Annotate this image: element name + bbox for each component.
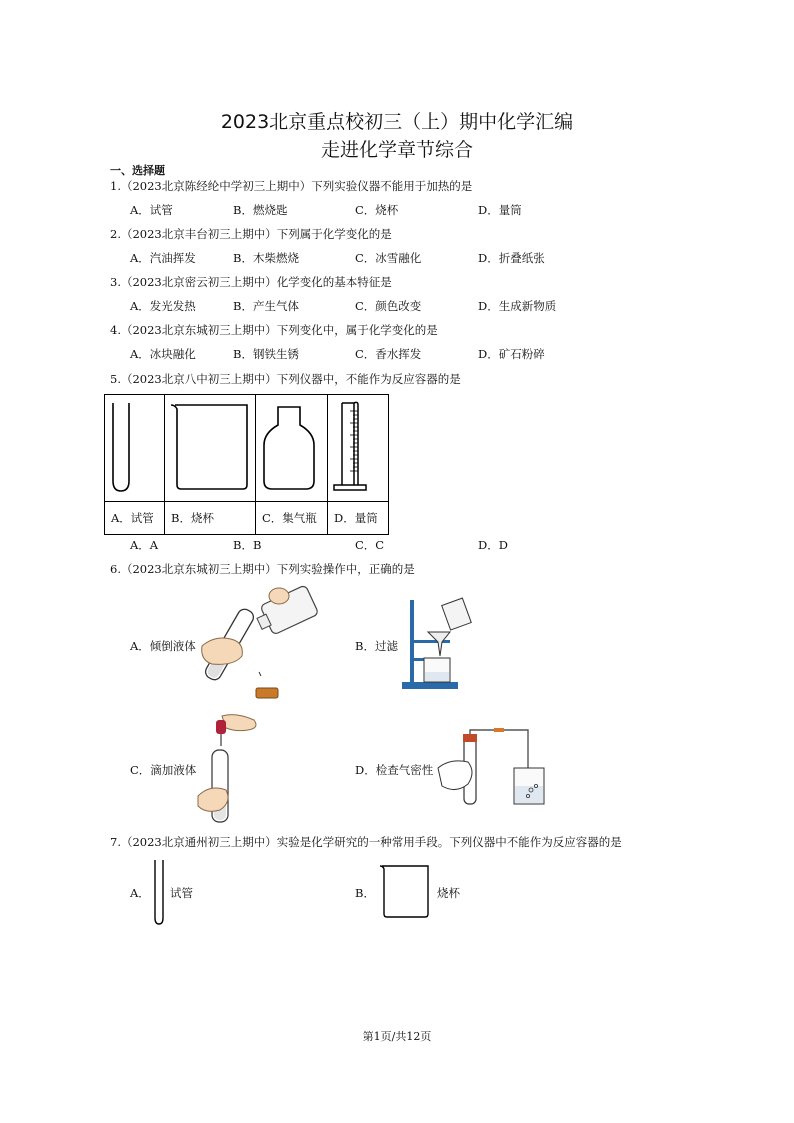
q6-option-b: B．过滤 xyxy=(355,639,398,653)
q1-option-a: A．试管 xyxy=(130,203,173,217)
q5-option-c: C．C xyxy=(355,538,385,552)
q7-option-a-letter: A． xyxy=(130,886,150,900)
table-label-a: A．试管 xyxy=(105,502,165,535)
question-3-stem: 3.（2023北京密云初三上期中）化学变化的基本特征是 xyxy=(110,275,392,289)
q6-option-c: C．滴加液体 xyxy=(130,763,197,777)
q1-option-b: B．燃烧匙 xyxy=(233,203,288,217)
q5-option-b: B．B xyxy=(233,538,262,552)
q7-test-tube-icon xyxy=(152,858,166,926)
question-6-stem: 6.（2023北京东城初三上期中）下列实验操作中，正确的是 xyxy=(110,562,415,576)
q3-option-c: C．颜色改变 xyxy=(355,299,422,313)
airtightness-check-illustration xyxy=(436,728,552,810)
table-label-b: B．烧杯 xyxy=(165,502,256,535)
q2-option-d: D．折叠纸张 xyxy=(478,251,545,265)
gas-collecting-bottle-icon xyxy=(256,395,327,501)
q7-option-b-label: 烧杯 xyxy=(437,886,460,900)
q4-option-d: D．矿石粉碎 xyxy=(478,347,545,361)
q2-option-c: C．冰雪融化 xyxy=(355,251,422,265)
question-4-stem: 4.（2023北京东城初三上期中）下列变化中，属于化学变化的是 xyxy=(110,323,438,337)
question-7-stem: 7.（2023北京通州初三上期中）实验是化学研究的一种常用手段。下列仪器中不能作为反应容器的是 xyxy=(110,835,622,849)
q7-option-a-label: 试管 xyxy=(170,886,193,900)
q6-option-a: A．倾倒液体 xyxy=(130,639,196,653)
page-title: 2023北京重点校初三（上）期中化学汇编 xyxy=(220,111,574,133)
q3-option-b: B．产生气体 xyxy=(233,299,299,313)
graduated-cylinder-icon xyxy=(328,395,388,501)
q4-option-b: B．钢铁生锈 xyxy=(233,347,299,361)
q5-option-d: D．D xyxy=(478,538,508,552)
question-1-stem: 1.（2023北京陈经纶中学初三上期中）下列实验仪器不能用于加热的是 xyxy=(110,179,473,193)
filtration-illustration xyxy=(400,596,480,692)
graduated-cylinder-cell xyxy=(328,395,389,502)
q1-option-d: D．量筒 xyxy=(478,203,522,217)
q5-option-a: A．A xyxy=(130,538,159,552)
beaker-cell xyxy=(165,395,256,502)
table-label-d: D．量筒 xyxy=(328,502,389,535)
test-tube-cell xyxy=(105,395,165,502)
q7-option-b-letter: B． xyxy=(355,886,375,900)
q4-option-c: C．香水挥发 xyxy=(355,347,422,361)
question-5-stem: 5.（2023北京八中初三上期中）下列仪器中，不能作为反应容器的是 xyxy=(110,372,461,386)
q7-beaker-icon xyxy=(378,862,434,920)
pouring-liquid-illustration xyxy=(194,584,324,704)
q1-option-c: C．烧杯 xyxy=(355,203,399,217)
q3-option-a: A．发光发热 xyxy=(130,299,196,313)
table-label-c: C．集气瓶 xyxy=(256,502,328,535)
gas-jar-cell xyxy=(256,395,328,502)
q4-option-a: A．冰块融化 xyxy=(130,347,196,361)
page-footer: 第1页/共12页 xyxy=(362,1030,432,1043)
q3-option-d: D．生成新物质 xyxy=(478,299,557,313)
question-2-stem: 2.（2023北京丰台初三上期中）下列属于化学变化的是 xyxy=(110,227,392,241)
test-tube-icon xyxy=(105,395,164,501)
page-subtitle: 走进化学章节综合 xyxy=(320,139,473,161)
adding-drops-illustration xyxy=(196,710,268,826)
apparatus-table xyxy=(104,394,389,535)
q2-option-a: A．汽油挥发 xyxy=(130,251,196,265)
q6-option-d: D．检查气密性 xyxy=(355,763,434,777)
beaker-icon xyxy=(165,395,255,501)
q2-option-b: B．木柴燃烧 xyxy=(233,251,299,265)
section-heading: 一、选择题 xyxy=(110,164,165,177)
